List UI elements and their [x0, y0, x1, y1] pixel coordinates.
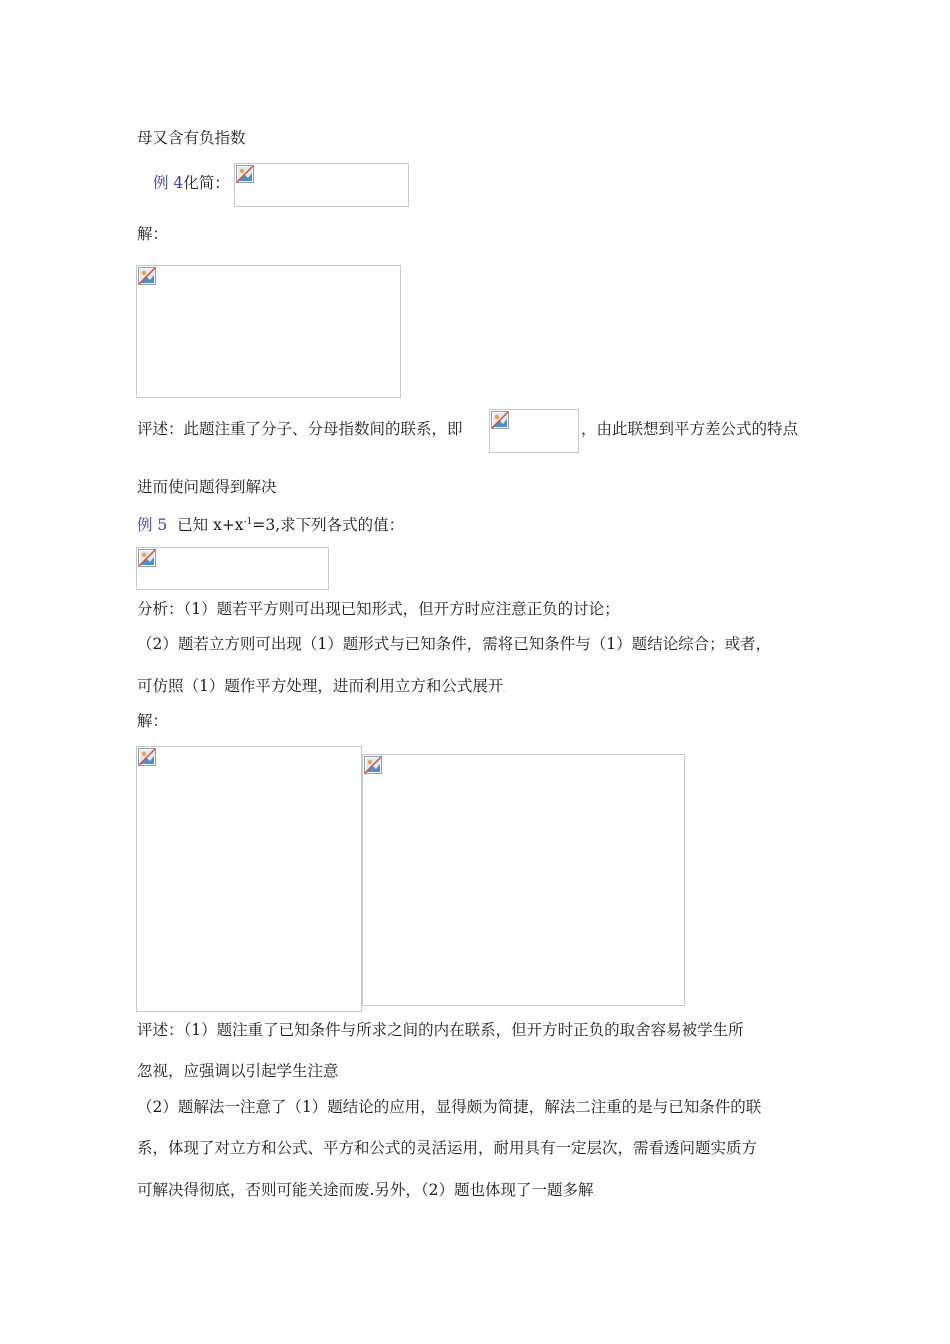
review-line: 进而使问题得到解决。 — [137, 478, 284, 496]
review-line: 系，体现了对立方和公式、平方和公式的灵活运用，耐用具有一定层次，需看透问题实质方 — [137, 1139, 758, 1157]
review-line: 忽视，应强调以引起学生注意。 — [137, 1062, 346, 1080]
example-5-line — [137, 512, 404, 535]
end-mark: 。 — [276, 486, 284, 494]
review-line: 评述：此题注重了分子、分母指数间的联系，即 — [137, 420, 463, 438]
example-text: 已知 x+x — [177, 516, 244, 534]
analysis-line: 分析：（1）题若平方则可出现已知形式，但开方时应注意正负的讨论； — [137, 600, 620, 618]
formula-image — [489, 409, 579, 453]
solution-label: 解： — [137, 712, 169, 730]
end-mark: 。 — [503, 685, 511, 693]
example-text: =3,求下列各式的值： — [252, 516, 405, 534]
broken-image-icon — [138, 748, 156, 766]
broken-image-icon — [491, 411, 509, 429]
end-mark: 。 — [338, 1070, 346, 1078]
broken-image-icon — [364, 756, 382, 774]
example-4-line — [153, 173, 230, 193]
solution-label: 解： — [137, 225, 169, 243]
superscript: -1 — [243, 517, 253, 527]
broken-image-icon — [138, 267, 156, 285]
review-line: （2）题解法一注意了（1）题结论的应用，显得颇为简捷，解法二注重的是与已知条件的联 — [137, 1098, 762, 1116]
solution-image — [362, 754, 685, 1006]
formula-image — [136, 547, 329, 590]
text-line: 母又含有负指数 — [137, 129, 246, 147]
review-line: 可解决得彻底，否则可能关途而废.另外，（2）题也体现了一题多解。 — [137, 1181, 601, 1199]
end-mark: 。 — [593, 1189, 601, 1197]
example-label: 例 4 — [153, 174, 184, 192]
review-line: 评述：（1）题注重了已知条件与所求之间的内在联系，但开方时正负的取舍容易被学生所 — [137, 1021, 744, 1039]
formula-image — [234, 163, 409, 207]
example-label: 例 5 — [137, 516, 168, 534]
review-line: ，由此联想到平方差公式的特点 — [581, 420, 799, 438]
solution-image — [136, 746, 362, 1012]
analysis-line: （2）题若立方则可出现（1）题形式与已知条件，需将已知条件与（1）题结论综合；或者， — [137, 635, 772, 653]
broken-image-icon — [236, 165, 254, 183]
analysis-line: 可仿照（1）题作平方处理，进而利用立方和公式展开。 — [137, 677, 511, 695]
example-text: 化简： — [183, 174, 230, 192]
broken-image-icon — [138, 549, 156, 567]
solution-image — [136, 265, 401, 398]
